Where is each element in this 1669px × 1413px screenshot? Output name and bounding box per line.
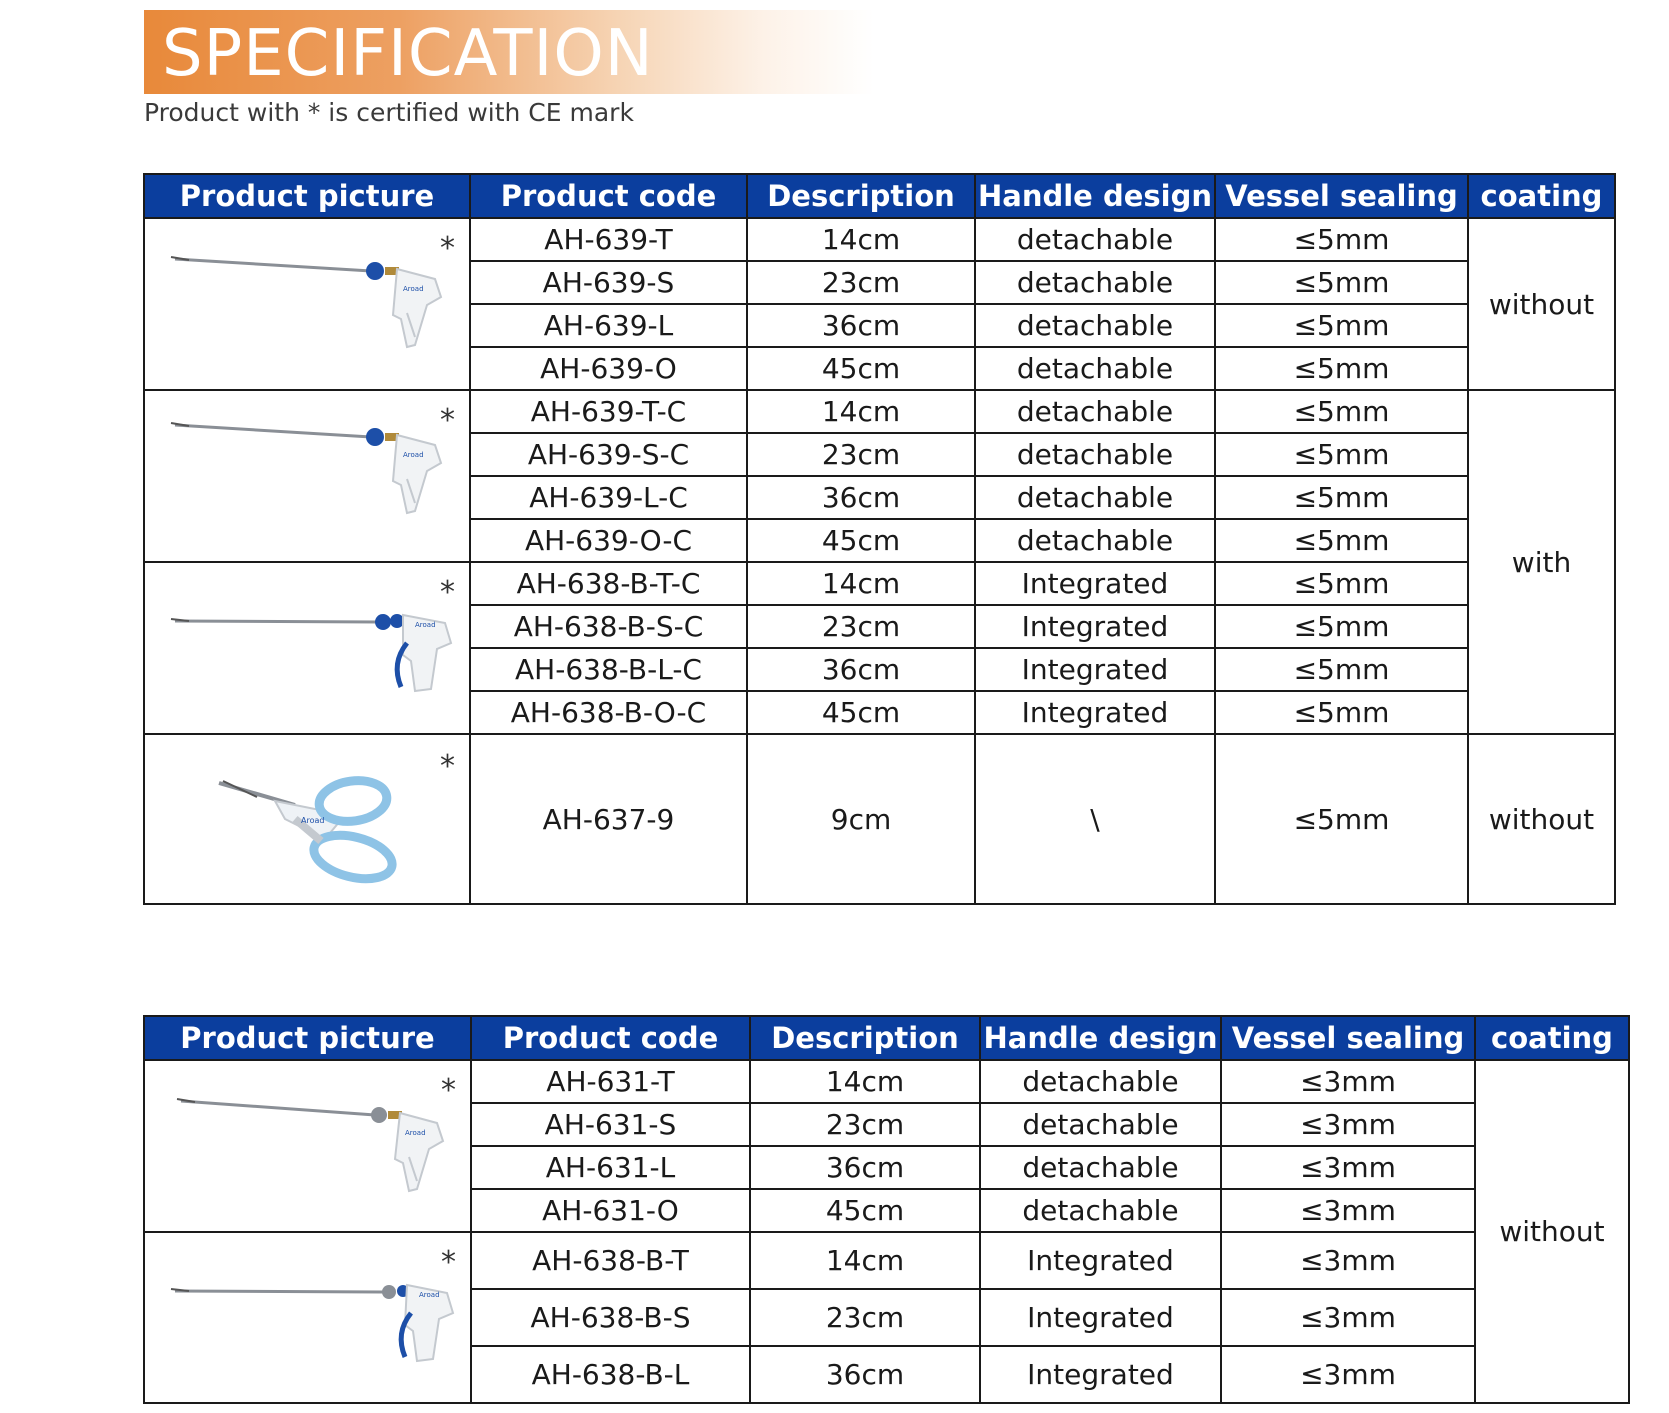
product-code: AH-638-B-S-C — [470, 605, 747, 648]
product-code: AH-631-L — [471, 1146, 750, 1189]
product-picture-cell — [144, 1232, 471, 1403]
handle-design: detachable — [975, 476, 1215, 519]
vessel-sealing: ≤3mm — [1221, 1146, 1475, 1189]
ultrasonic-scalpel-integrated-handle-icon — [145, 1233, 472, 1403]
coating-cell: without — [1475, 1060, 1629, 1403]
description: 14cm — [747, 562, 975, 605]
handle-design: detachable — [975, 519, 1215, 562]
ce-star-mark: * — [441, 1073, 456, 1108]
handle-design: detachable — [980, 1103, 1221, 1146]
product-code: AH-639-S — [470, 261, 747, 304]
handle-design: detachable — [975, 347, 1215, 390]
table-row — [144, 218, 1615, 261]
header-coating: coating — [1475, 1016, 1629, 1060]
table-row — [144, 390, 1615, 433]
product-code: AH-631-S — [471, 1103, 750, 1146]
header-coating: coating — [1468, 174, 1615, 218]
ultrasonic-shears-icon — [145, 735, 471, 905]
description: 14cm — [747, 218, 975, 261]
header-product-picture: Product picture — [144, 1016, 471, 1060]
page-title: SPECIFICATION — [162, 17, 654, 91]
handle-design: detachable — [980, 1060, 1221, 1103]
handle-design: detachable — [975, 390, 1215, 433]
description: 36cm — [750, 1346, 980, 1403]
product-code: AH-639-O-C — [470, 519, 747, 562]
description: 23cm — [750, 1103, 980, 1146]
product-code: AH-638-B-O-C — [470, 691, 747, 734]
header-description: Description — [750, 1016, 980, 1060]
description: 14cm — [750, 1060, 980, 1103]
vessel-sealing: ≤5mm — [1215, 691, 1468, 734]
ultrasonic-scalpel-detachable-handle-icon — [145, 391, 471, 561]
ce-star-mark: * — [441, 1245, 456, 1280]
product-picture-cell — [144, 218, 470, 390]
product-code: AH-639-S-C — [470, 433, 747, 476]
handle-design: Integrated — [980, 1346, 1221, 1403]
svg-text:Aroad: Aroad — [415, 621, 436, 629]
table-row — [144, 562, 1615, 605]
svg-text:Aroad: Aroad — [419, 1291, 440, 1299]
description: 23cm — [747, 433, 975, 476]
ce-star-mark: * — [440, 575, 455, 610]
table-row — [144, 734, 1615, 904]
vessel-sealing: ≤3mm — [1221, 1289, 1475, 1346]
coating-cell: without — [1468, 218, 1615, 390]
product-picture-cell — [144, 390, 470, 562]
product-code: AH-638-B-T-C — [470, 562, 747, 605]
handle-design: detachable — [975, 304, 1215, 347]
product-code: AH-638-B-L — [471, 1346, 750, 1403]
vessel-sealing: ≤5mm — [1215, 519, 1468, 562]
description: 45cm — [750, 1189, 980, 1232]
header-product-picture: Product picture — [144, 174, 470, 218]
ultrasonic-scalpel-detachable-handle-icon — [145, 1061, 472, 1231]
product-code: AH-638-B-T — [471, 1232, 750, 1289]
handle-design: Integrated — [980, 1289, 1221, 1346]
description: 23cm — [747, 261, 975, 304]
ultrasonic-scalpel-detachable-handle-icon — [145, 219, 471, 389]
vessel-sealing: ≤3mm — [1221, 1189, 1475, 1232]
header-product-code: Product code — [471, 1016, 750, 1060]
header-handle-design: Handle design — [980, 1016, 1221, 1060]
product-code: AH-639-T-C — [470, 390, 747, 433]
ultrasonic-scalpel-integrated-handle-icon — [145, 563, 471, 733]
svg-text:Aroad: Aroad — [405, 1129, 426, 1137]
product-code: AH-638-B-L-C — [470, 648, 747, 691]
handle-design: detachable — [980, 1189, 1221, 1232]
vessel-sealing: ≤5mm — [1215, 433, 1468, 476]
vessel-sealing: ≤5mm — [1215, 390, 1468, 433]
vessel-sealing: ≤5mm — [1215, 562, 1468, 605]
handle-design: Integrated — [975, 562, 1215, 605]
spec-table-3mm — [143, 1015, 1630, 1404]
description: 45cm — [747, 519, 975, 562]
product-code: AH-637-9 — [470, 734, 747, 904]
description: 36cm — [747, 304, 975, 347]
description: 45cm — [747, 691, 975, 734]
description: 36cm — [747, 476, 975, 519]
product-picture-cell — [144, 734, 470, 904]
ce-star-mark: * — [440, 403, 455, 438]
ce-star-mark: * — [440, 231, 455, 266]
description: 36cm — [747, 648, 975, 691]
vessel-sealing: ≤5mm — [1215, 218, 1468, 261]
ce-star-mark: * — [440, 749, 455, 784]
vessel-sealing: ≤5mm — [1215, 605, 1468, 648]
vessel-sealing: ≤3mm — [1221, 1232, 1475, 1289]
vessel-sealing: ≤5mm — [1215, 648, 1468, 691]
product-code: AH-639-O — [470, 347, 747, 390]
coating-cell: without — [1468, 734, 1615, 904]
header-vessel-sealing: Vessel sealing — [1215, 174, 1468, 218]
description: 14cm — [747, 390, 975, 433]
product-code: AH-639-L — [470, 304, 747, 347]
handle-design: \ — [975, 734, 1215, 904]
table-header-row — [144, 1016, 1629, 1060]
ce-mark-note: Product with * is certified with CE mark — [144, 98, 634, 127]
vessel-sealing: ≤5mm — [1215, 476, 1468, 519]
product-code: AH-639-L-C — [470, 476, 747, 519]
vessel-sealing: ≤5mm — [1215, 347, 1468, 390]
svg-text:Aroad: Aroad — [301, 816, 325, 825]
product-code: AH-639-T — [470, 218, 747, 261]
product-picture-cell — [144, 562, 470, 734]
vessel-sealing: ≤5mm — [1215, 304, 1468, 347]
header-product-code: Product code — [470, 174, 747, 218]
handle-design: Integrated — [975, 691, 1215, 734]
description: 36cm — [750, 1146, 980, 1189]
handle-design: Integrated — [980, 1232, 1221, 1289]
vessel-sealing: ≤5mm — [1215, 261, 1468, 304]
header-vessel-sealing: Vessel sealing — [1221, 1016, 1475, 1060]
description: 23cm — [750, 1289, 980, 1346]
description: 9cm — [747, 734, 975, 904]
product-code: AH-631-O — [471, 1189, 750, 1232]
description: 23cm — [747, 605, 975, 648]
product-code: AH-638-B-S — [471, 1289, 750, 1346]
product-picture-cell — [144, 1060, 471, 1232]
handle-design: Integrated — [975, 648, 1215, 691]
vessel-sealing: ≤3mm — [1221, 1346, 1475, 1403]
svg-text:Aroad: Aroad — [403, 285, 424, 293]
svg-text:Aroad: Aroad — [403, 451, 424, 459]
header-handle-design: Handle design — [975, 174, 1215, 218]
coating-cell: with — [1468, 390, 1615, 734]
handle-design: detachable — [975, 218, 1215, 261]
handle-design: detachable — [975, 433, 1215, 476]
header-description: Description — [747, 174, 975, 218]
table-row — [144, 1060, 1629, 1103]
handle-design: detachable — [975, 261, 1215, 304]
vessel-sealing: ≤3mm — [1221, 1060, 1475, 1103]
spec-table-5mm — [143, 173, 1616, 905]
product-code: AH-631-T — [471, 1060, 750, 1103]
table-header-row — [144, 174, 1615, 218]
vessel-sealing: ≤3mm — [1221, 1103, 1475, 1146]
handle-design: detachable — [980, 1146, 1221, 1189]
handle-design: Integrated — [975, 605, 1215, 648]
table-row — [144, 1232, 1629, 1289]
description: 45cm — [747, 347, 975, 390]
description: 14cm — [750, 1232, 980, 1289]
vessel-sealing: ≤5mm — [1215, 734, 1468, 904]
